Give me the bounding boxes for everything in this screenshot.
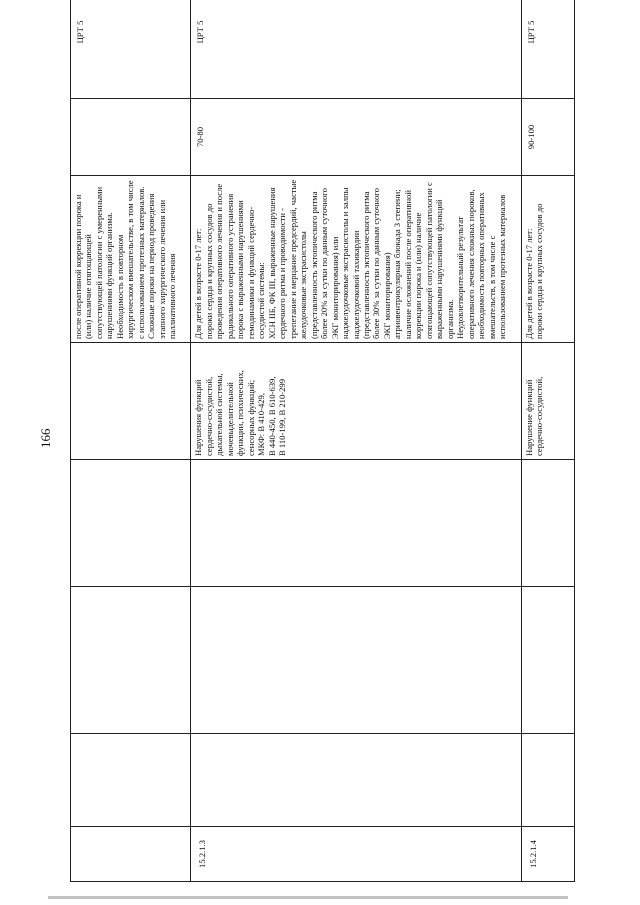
empty-cell [521, 460, 574, 587]
function-text: Нарушение функций сердечно-сосудистой, [523, 376, 545, 456]
row-code-cell [71, 827, 191, 882]
function-text: Нарушения функций сердечно-сосудистой, дыхательной системы, мочевыделительной функции, психических, сенсорных функций; МКФ: B 410-429, B 440-450, B 610-639, B 110-199, B 210-299 [193, 370, 288, 456]
empty-cell [71, 460, 191, 587]
criterion-text: ЦРТ 5 [75, 20, 85, 44]
empty-cell [191, 734, 522, 827]
range-cell [71, 99, 191, 176]
function-cell [71, 343, 191, 460]
range-cell [521, 99, 574, 176]
empty-cell [521, 587, 574, 734]
table-row [191, 0, 522, 882]
empty-cell [191, 587, 522, 734]
empty-cell [191, 460, 522, 587]
row-code: 15.2.1.3 [197, 840, 208, 868]
criterion-text: ЦРТ 5 [195, 20, 206, 44]
description-text: Для детей в возрасте 0-17 лет: пороки сердца и крупных сосудов до проведения оперативного лечения и после радикального оперативного устранения порока с выраженными нарушениями гемодинамики и функций сердечно-сосудистой системы: ХСН IIБ, ФК III, выраженные нарушения сердечного ритма и проводимости - трепетание и мерцание предсердий, частые желудочковые экстрасистолы (представленность эктопического ритма более 20% за сутки по данным суточного ЭКГ мониторирования) или наджелудочковые экстрасистолы и залпы наджелудочковой тахикардии (представленность эктопического ритма более 30% за сутки по данным суточного ЭКГ мониторирования) атриовентрикулярная блокада 3 степени; наличие осложнений после оперативной коррекции порока и (или) наличие отягощающей сопутствующей патологии с выраженными нарушениями функций организма. Неудовлетворительный результат оперативного лечения сложных пороков, необходимость повторных оперативных вмешательств, в том числе с использованием протезных материалов [193, 179, 508, 339]
description-text: после оперативной коррекции порока и (или) наличие отягощающей сопутствующей патологии с умеренными нарушениями функций организма. Необходимость в повторном хирургическом вмешательстве, в том числе с использованием протезных материалов. Сложные пороки на период проведения этапного хирургического лечения или паллиативного лечения [73, 180, 178, 339]
description-text: Для детей в возрасте 0-17 лет: пороки сердца и крупных сосудов до [523, 203, 545, 339]
range-cell [191, 99, 522, 176]
disability-criteria-table [70, 0, 575, 882]
description-cell [191, 176, 522, 343]
function-cell [521, 343, 574, 460]
empty-cell [71, 734, 191, 827]
empty-cell [71, 587, 191, 734]
criterion-cell [191, 0, 522, 99]
function-cell [191, 343, 522, 460]
row-code-cell [521, 827, 574, 882]
description-cell [71, 176, 191, 343]
criterion-cell [71, 0, 191, 99]
criterion-text: ЦРТ 5 [525, 20, 536, 44]
criterion-cell [521, 0, 574, 99]
table-row [71, 0, 191, 882]
description-cell [521, 176, 574, 343]
scan-edge-line [48, 896, 568, 899]
rotated-table-wrapper [70, 22, 575, 882]
row-code-cell [191, 827, 522, 882]
empty-cell [521, 734, 574, 827]
page-number: 166 [38, 428, 53, 448]
row-code: 15.2.1.4 [527, 840, 538, 868]
table-row [521, 0, 574, 882]
percent-range: 70-80 [195, 126, 206, 148]
percent-range: 90-100 [525, 124, 536, 150]
